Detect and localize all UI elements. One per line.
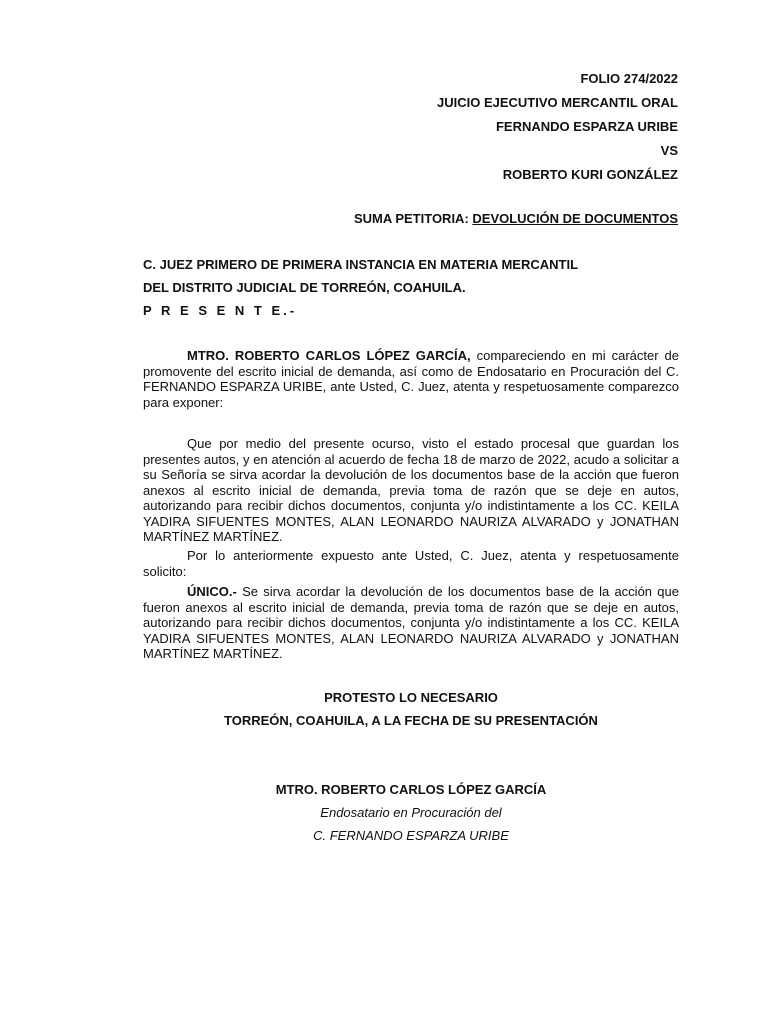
signer-name: MTRO. ROBERTO CARLOS LÓPEZ GARCÍA [275, 782, 547, 797]
folio-number: FOLIO 274/2022 [580, 71, 678, 86]
presente-line: P R E S E N T E.- [143, 303, 298, 318]
addressee-line-1: C. JUEZ PRIMERO DE PRIMERA INSTANCIA EN MATERIA MERCANTIL [143, 257, 579, 272]
protesto-line: PROTESTO LO NECESARIO [324, 690, 498, 705]
body-paragraph-1: Que por medio del presente ocurso, visto el estado procesal que guardan los presentes autos, y en atención al acuerdo de fecha 18 de marzo de 2022, acudo a solicitar a su Señoría se sirva acordar la devolución de los documentos base de la acción que fueron anexos al escrito inicial de demanda, previa toma de razón que se deje en autos, autorizando para recibir dichos documentos, conjunta y/o indistintamente a los CC. KEILA YADIRA SIFUENTES MONTES, ALAN LEONARDO NAURIZA ALVARADO y JONATHAN MARTÍNEZ MARTÍNEZ. [143, 436, 679, 544]
signer-role: Endosatario en Procuración del [320, 805, 502, 820]
petition-summary-value: DEVOLUCIÓN DE DOCUMENTOS [472, 211, 678, 226]
versus-label: VS [660, 143, 678, 158]
petition-summary [354, 211, 678, 227]
unico-label: ÚNICO.- [187, 584, 237, 599]
unico-text: Se sirva acordar la devolución de los documentos base de la acción que fueron anexos al escrito inicial de demanda, previa toma de razón que se deje en autos, autorizando para recibir dichos documentos, conjunta y/o indistintamente a los CC. KEILA YADIRA SIFUENTES MONTES, ALAN LEONARDO NAURIZA ALVARADO y JONATHAN MARTÍNEZ MARTÍNEZ. [143, 584, 679, 661]
signer-client: C. FERNANDO ESPARZA URIBE [313, 828, 509, 843]
body-paragraph-2: Por lo anteriormente expuesto ante Usted, C. Juez, atenta y respetuosamente solicito: [143, 548, 679, 579]
place-date-line: TORREÓN, COAHUILA, A LA FECHA DE SU PRESENTACIÓN [224, 713, 598, 728]
petitioner-name: MTRO. ROBERTO CARLOS LÓPEZ GARCÍA, [187, 348, 471, 363]
petition-summary-label: SUMA PETITORIA: [353, 211, 473, 226]
plaintiff-name: FERNANDO ESPARZA URIBE [495, 119, 678, 134]
intro-paragraph [143, 348, 679, 410]
addressee-line-2: DEL DISTRITO JUDICIAL DE TORREÓN, COAHUILA. [143, 280, 466, 295]
intro-text: compareciendo en mi carácter de promovente del escrito inicial de demanda, así como de Endosatario en Procuración del C. FERNANDO ESPARZA URIBE, ante Usted, C. Juez, atenta y respetuosamente comparezco para exponer: [143, 348, 679, 410]
unico-paragraph [143, 584, 679, 662]
defendant-name: ROBERTO KURI GONZÁLEZ [502, 167, 678, 182]
case-type: JUICIO EJECUTIVO MERCANTIL ORAL [436, 95, 678, 110]
